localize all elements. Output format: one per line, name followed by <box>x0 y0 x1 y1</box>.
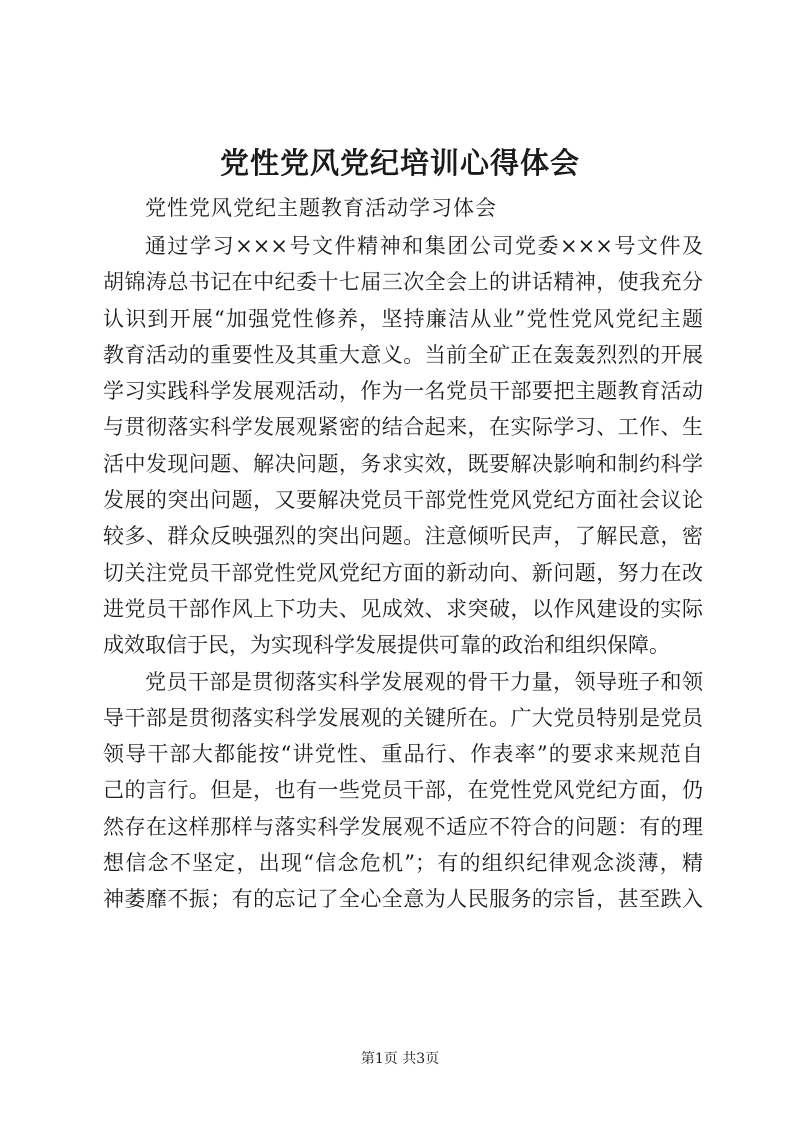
paragraph-1-line-4: 教育活动的重要性及其重大意义。当前全矿正在轰轰烈烈的开展 <box>103 342 703 367</box>
paragraph-2-line-4: 己的言行。但是，也有一些党员干部，在党性党风党纪方面，仍 <box>103 778 703 803</box>
paragraph-1-line-10: 切关注党员干部党性党风党纪方面的新动向、新问题，努力在改 <box>103 560 703 585</box>
paragraph-2-line-6: 想信念不坚定，出现“信念危机”；有的组织纪律观念淡薄，精 <box>103 851 703 876</box>
paragraph-1-line-6: 与贯彻落实科学发展观紧密的结合起来，在实际学习、工作、生 <box>103 415 703 440</box>
paragraph-1-line-3: 认识到开展“加强党性修养，坚持廉洁从业”党性党风党纪主题 <box>103 306 703 331</box>
paragraph-2-line-1: 党员干部是贯彻落实科学发展观的骨干力量，领导班子和领 <box>145 669 703 694</box>
paragraph-1-line-9: 较多、群众反映强烈的突出问题。注意倾听民声，了解民意，密 <box>103 524 703 549</box>
paragraph-2-line-5: 然存在这样那样与落实科学发展观不适应不符合的问题：有的理 <box>103 814 703 839</box>
paragraph-1-line-7: 活中发现问题、解决问题，务求实效，既要解决影响和制约科学 <box>103 451 703 476</box>
document-title: 党性党风党纪培训心得体会 <box>219 146 580 180</box>
paragraph-1-line-8: 发展的突出问题，又要解决党员干部党性党风党纪方面社会议论 <box>103 488 703 513</box>
page-number-footer: 第1页 共3页 <box>360 1051 440 1067</box>
paragraph-2-line-7: 神萎靡不振；有的忘记了全心全意为人民服务的宗旨，甚至跌入 <box>103 887 703 912</box>
paragraph-1-line-2: 胡锦涛总书记在中纪委十七届三次全会上的讲话精神，使我充分 <box>103 270 703 295</box>
paragraph-1-line-1: 通过学习×××号文件精神和集团公司党委×××号文件及 <box>145 234 703 258</box>
paragraph-2-line-2: 导干部是贯彻落实科学发展观的关键所在。广大党员特别是党员 <box>103 705 703 730</box>
paragraph-2-line-3: 领导干部大都能按“讲党性、重品行、作表率”的要求来规范自 <box>103 742 703 767</box>
paragraph-1-line-11: 进党员干部作风上下功夫、见成效、求突破，以作风建设的实际 <box>103 596 703 621</box>
paragraph-1-line-12: 成效取信于民，为实现科学发展提供可靠的政治和组织保障。 <box>103 633 670 658</box>
paragraph-1-line-5: 学习实践科学发展观活动，作为一名党员干部要把主题教育活动 <box>103 379 703 404</box>
document-subtitle: 党性党风党纪主题教育活动学习体会 <box>145 196 497 220</box>
document-body <box>103 228 703 918</box>
